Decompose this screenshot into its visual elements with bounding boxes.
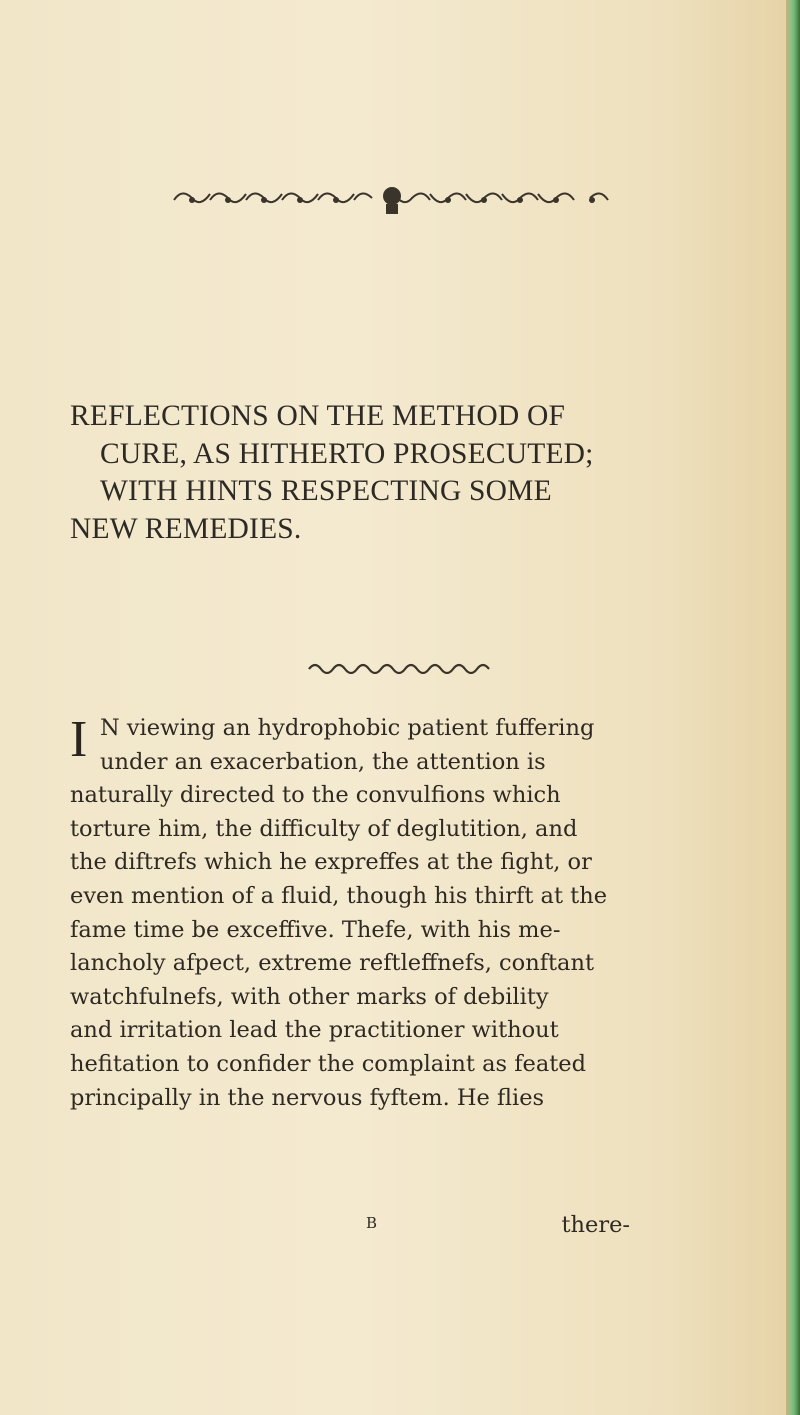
- catchword: there-: [561, 1212, 630, 1238]
- first-paragraph-opening: [70, 712, 630, 779]
- text-line-3: naturally directed to the convulfions which: [70, 782, 561, 809]
- body-text: [70, 712, 630, 1115]
- page-footer: [70, 1212, 630, 1246]
- text-line-10: and irritation lead the practitioner without: [70, 1017, 559, 1044]
- title-line-4: NEW REMEDIES.: [70, 512, 302, 545]
- signature-mark: B: [366, 1214, 379, 1232]
- text-line-6: even mention of a fluid, though his thirft at the: [70, 882, 608, 909]
- drop-cap: I: [70, 711, 88, 768]
- ornamental-rule: [307, 660, 497, 674]
- text-line-4: torture him, the difficulty of deglutition, and: [70, 815, 578, 842]
- page-edge: [786, 0, 800, 1415]
- title-line-2: CURE, AS HITHERTO PROSECUTED;: [100, 437, 594, 470]
- ornament-band: [172, 178, 612, 218]
- text-line-7: fame time be exceffive. Thefe, with his me-: [70, 916, 561, 943]
- title-line-3: WITH HINTS RESPECTING SOME: [100, 475, 552, 507]
- text-line-12: principally in the nervous fyftem. He flies: [70, 1084, 545, 1111]
- text-line-8: lancholy afpect, extreme reftleffnefs, conftant: [70, 950, 595, 977]
- text-line-9: watchfulnefs, with other marks of debility: [70, 983, 549, 1010]
- chapter-title: [70, 398, 670, 548]
- text-line-11: hefitation to confider the complaint as feated: [70, 1050, 587, 1077]
- text-line-2: under an exacerbation, the attention is: [100, 748, 546, 775]
- text-line-5: the diftrefs which he expreffes at the fight, or: [70, 849, 592, 876]
- text-line-1: N viewing an hydrophobic patient fuffering: [100, 715, 595, 741]
- title-line-1: REFLECTIONS ON THE METHOD OF: [70, 400, 566, 432]
